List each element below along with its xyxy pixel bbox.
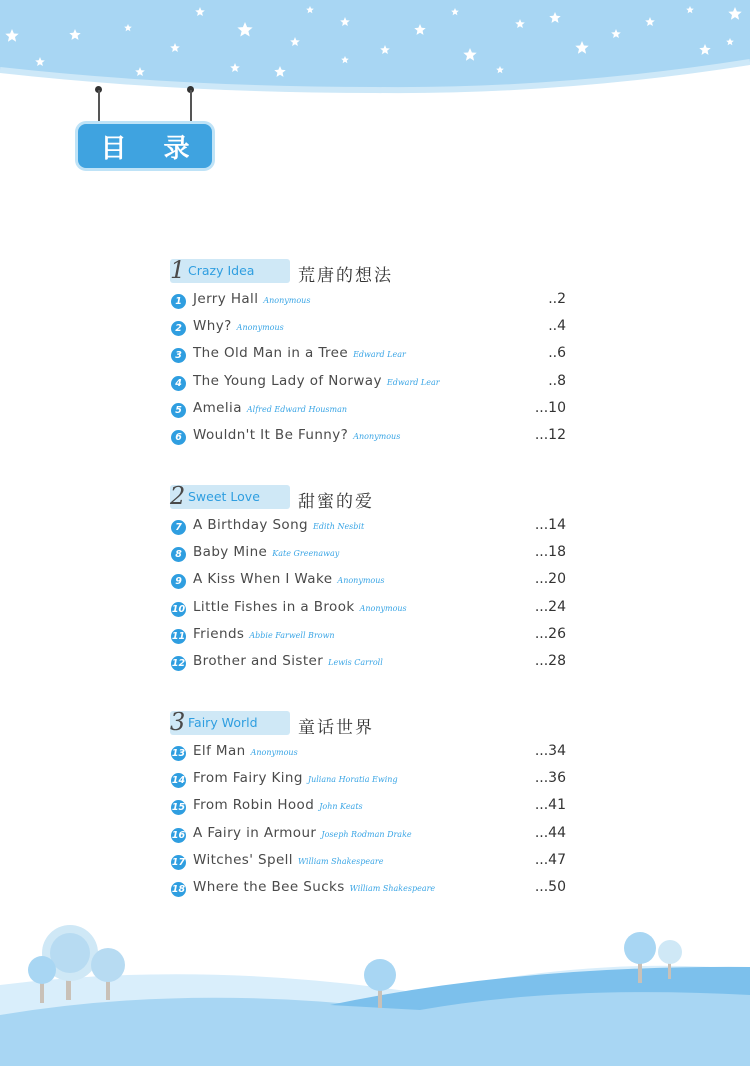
toc-entry[interactable] [166,879,576,906]
entry-title: The Old Man in a Tree [193,345,349,362]
entry-author: Anonymous [353,431,401,441]
entry-title: Amelia [193,399,242,416]
entry-title: Elf Man [193,743,246,759]
section-title-en: Crazy Idea [188,263,255,278]
toc-section [166,483,576,680]
entry-title-line [193,291,310,307]
entry-page-number: ..8 [548,372,566,389]
entry-title: The Young Lady of Norway [193,372,382,389]
entry-title-line [193,427,400,443]
toc-entry[interactable] [166,770,576,797]
contents-title-sign [78,124,212,168]
entry-author: William Shakespeare [297,856,384,866]
toc-entry[interactable] [166,373,576,400]
entry-page-number: ...47 [534,851,566,868]
toc-entry[interactable] [166,743,576,770]
entry-author: John Keats [319,802,363,812]
entry-author: Lewis Carroll [328,657,383,667]
entry-title: Brother and Sister [193,652,324,669]
entry-number-badge: 7 [171,520,186,535]
section-title-en: Sweet Love [188,489,260,504]
entry-title-line [193,517,364,533]
toc-entry[interactable] [166,653,576,680]
section-number: 3 [170,708,186,736]
section-header [166,709,576,739]
toc-entry[interactable] [166,626,576,653]
entry-number-badge: 13 [171,748,186,759]
entry-title-line [193,544,339,560]
entry-page-number: ...24 [534,598,566,615]
entry-page-number: ...50 [534,878,566,895]
entry-title: Why? [193,318,232,335]
entry-author: Abbie Farwell Brown [249,630,335,640]
entry-title-line [193,373,440,389]
entry-page-number: ...26 [534,625,566,642]
toc-entry[interactable] [166,797,576,824]
entry-title-line [193,571,385,587]
entry-page-number: ...36 [534,770,566,787]
section-header [166,483,576,513]
entry-title: From Robin Hood [193,797,315,814]
entry-title: Friends [193,625,245,642]
entry-author: Anonymous [359,603,407,613]
entry-title: A Kiss When I Wake [193,571,333,588]
entry-title: A Fairy in Armour [193,824,317,841]
entry-title-line [193,599,407,615]
entry-number-badge: 12 [171,657,186,669]
entry-author: William Shakespeare [349,883,436,893]
entry-number-badge: 15 [171,802,186,814]
entry-page-number: ...44 [534,824,566,841]
entry-number-badge: 9 [171,574,186,589]
entry-author: Edward Lear [353,350,406,360]
entry-page-number: ...41 [534,797,566,814]
entry-page-number: ..4 [548,318,566,335]
entry-number-badge: 16 [171,829,186,841]
entry-number-badge: 2 [171,321,186,336]
entry-page-number: ...28 [534,652,566,669]
entry-title-line [193,653,383,669]
entry-title-line [193,879,435,895]
toc-entry[interactable] [166,852,576,879]
entry-title-line [193,852,383,868]
entry-title: A Birthday Song [193,517,309,533]
entry-title: Jerry Hall [193,291,259,307]
entry-number-badge: 10 [171,603,186,615]
hills-and-trees [0,915,750,1066]
toc-entry[interactable] [166,318,576,345]
entry-title: Where the Bee Sucks [193,878,345,895]
entry-author: Edith Nesbit [313,522,365,531]
entry-number-badge: 18 [171,883,186,895]
entry-page-number: ...10 [534,399,566,416]
section-title-zh: 甜蜜的爱 [298,492,374,512]
toc-section [166,257,576,454]
entry-number-badge: 5 [171,403,186,418]
toc-entry[interactable] [166,345,576,372]
entry-page-number: ...34 [534,743,566,759]
entry-author: Anonymous [236,323,284,333]
entry-author: Anonymous [250,748,298,757]
entry-title-line [193,626,335,642]
entry-number-badge: 11 [171,630,186,642]
section-header [166,257,576,287]
toc-entry[interactable] [166,599,576,626]
entry-number-badge: 1 [171,294,186,309]
entry-title-line [193,400,347,416]
entry-title-line [193,825,412,841]
landscape-illustration [0,915,750,1066]
entry-page-number: ...20 [534,571,566,588]
entry-page-number: ...18 [534,544,566,561]
entry-title-line [193,318,284,334]
sky-banner [0,0,750,100]
entry-title-line [193,743,298,759]
toc-entry[interactable] [166,400,576,427]
entry-page-number: ..2 [548,291,566,307]
entry-page-number: ...12 [534,426,566,443]
entry-title-line [193,345,406,361]
entry-number-badge: 8 [171,547,186,562]
entry-title-line [193,770,398,786]
entry-author: Juliana Horatia Ewing [307,775,398,785]
toc-entry[interactable] [166,427,576,454]
entry-author: Anonymous [337,576,385,586]
entry-title: Witches' Spell [193,851,293,868]
entry-title: Baby Mine [193,544,268,561]
section-number: 2 [170,482,186,510]
entry-author: Kate Greenaway [272,549,340,559]
entry-page-number: ..6 [548,345,566,362]
entry-page-number: ...14 [534,517,566,533]
entry-author: Edward Lear [386,377,440,387]
entry-number-badge: 17 [171,856,186,868]
toc-entry[interactable] [166,825,576,852]
section-title-zh: 童话世界 [298,718,374,738]
entry-title: From Fairy King [193,770,303,787]
entry-title: Wouldn't It Be Funny? [193,426,349,443]
entry-author: Joseph Rodman Drake [321,829,412,839]
section-number: 1 [170,256,186,284]
entry-number-badge: 14 [171,775,186,787]
entry-number-badge: 3 [171,348,186,363]
entry-author: Anonymous [263,296,311,305]
entry-author: Alfred Edward Housman [246,404,348,414]
toc-entry[interactable] [166,517,576,544]
page-title: 目 录 [100,133,204,164]
entry-title: Little Fishes in a Brook [193,598,355,615]
toc-entry[interactable] [166,291,576,318]
section-title-en: Fairy World [188,715,258,730]
entry-title-line [193,797,363,813]
sky-illustration [0,0,750,100]
toc-entry[interactable] [166,544,576,571]
toc-section [166,709,576,906]
section-title-zh: 荒唐的想法 [298,266,393,286]
entry-number-badge: 4 [171,376,186,391]
entry-number-badge: 6 [171,430,186,445]
toc-entry[interactable] [166,571,576,598]
